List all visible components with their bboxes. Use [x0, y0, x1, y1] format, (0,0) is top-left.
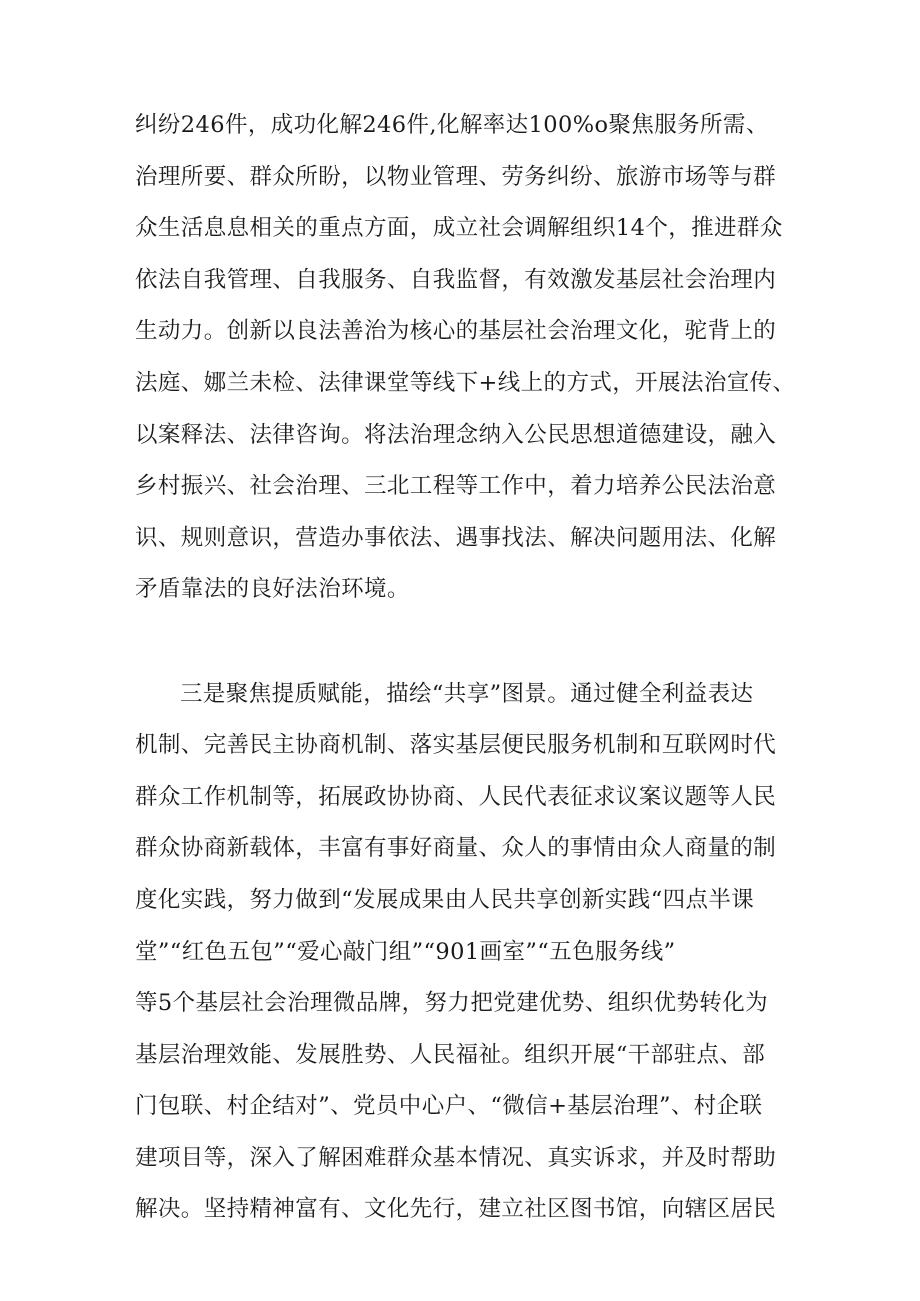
text-line: 度化实践，努力做到“发展成果由人民共享创新实践“四点半课	[135, 887, 755, 913]
text-line: 法庭、娜兰未检、法律课堂等线下+线上的方式，开展法治宣传、	[135, 370, 796, 396]
text-line: 识、规则意识，营造办事依法、遇事找法、解决问题用法、化解	[135, 525, 777, 551]
text-line: 纠纷246件，成功化解246件,化解率达100%o聚焦服务所需、	[135, 112, 769, 138]
text-line: 矛盾靠法的良好法治环境。	[135, 576, 410, 602]
text-line: 门包联、村企结对”、党员中心户、“微信+基层治理”、村企联	[135, 1093, 763, 1119]
text-line: 以案释法、法律咨询。将法治理念纳入公民思想道德建设，融入	[135, 422, 777, 448]
text-line: 生动力。创新以良法善治为核心的基层社会治理文化，驼背上的	[135, 318, 777, 344]
text-line: 等5个基层社会治理微品牌，努力把党建优势、组织优势转化为	[135, 990, 769, 1016]
text-line: 群众协商新载体，丰富有事好商量、众人的事情由众人商量的制	[135, 835, 777, 861]
text-line: 解决。坚持精神富有、文化先行，建立社区图书馆，向辖区居民	[135, 1196, 777, 1222]
text-line: 乡村振兴、社会治理、三北工程等工作中，着力培养公民法治意	[135, 473, 777, 499]
text-line: 三是聚焦提质赋能，描绘“共享”图景。通过健全利益表达	[180, 681, 754, 707]
text-line: 治理所要、群众所盼，以物业管理、劳务纠纷、旅游市场等与群	[135, 164, 777, 190]
text-line: 堂”“红色五包”“爱心敲门组”“901画室”“五色服务线”	[135, 939, 676, 965]
text-line: 依法自我管理、自我服务、自我监督，有效激发基层社会治理内	[135, 267, 777, 293]
text-line: 群众工作机制等，拓展政协协商、人民代表征求议案议题等人民	[135, 784, 777, 810]
text-line: 机制、完善民主协商机制、落实基层便民服务机制和互联网时代	[135, 732, 777, 758]
text-line: 建项目等，深入了解困难群众基本情况、真实诉求，并及时帮助	[135, 1145, 777, 1171]
text-line: 基层治理效能、发展胜势、人民福祉。组织开展“干部驻点、部	[135, 1042, 766, 1068]
text-line: 众生活息息相关的重点方面，成立社会调解组织14个，推进群众	[135, 215, 783, 241]
